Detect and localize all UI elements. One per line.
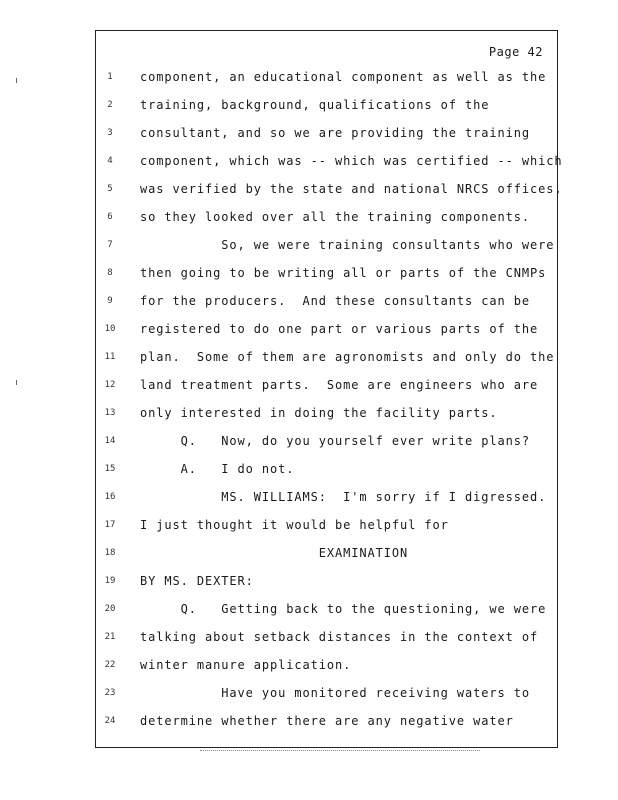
- line-text: So, we were training consultants who were: [140, 238, 555, 252]
- transcript-line: [96, 291, 557, 311]
- transcript-line: [96, 487, 557, 507]
- line-text: registered to do one part or various parts of the: [140, 322, 539, 336]
- line-number: 9: [107, 296, 113, 306]
- transcript-line: [96, 599, 557, 619]
- line-text: Q. Getting back to the questioning, we were: [140, 602, 547, 616]
- line-number: 16: [104, 492, 116, 502]
- line-text: component, an educational component as well as the: [140, 70, 547, 84]
- margin-mark: [16, 78, 17, 83]
- transcript-line: [96, 67, 557, 87]
- line-number: 4: [107, 156, 113, 166]
- line-number: 6: [107, 212, 113, 222]
- line-number: 12: [104, 380, 116, 390]
- transcript-line: [96, 207, 557, 227]
- transcript-line: [96, 431, 557, 451]
- transcript-line: [96, 683, 557, 703]
- line-text: was verified by the state and national NRCS offices,: [140, 182, 563, 196]
- line-text: component, which was -- which was certified -- which: [140, 154, 563, 168]
- line-number: 19: [104, 576, 116, 586]
- line-number: 1: [107, 72, 113, 82]
- line-text: only interested in doing the facility parts.: [140, 406, 498, 420]
- transcript-line: [96, 151, 563, 171]
- line-text: land treatment parts. Some are engineers who are: [140, 378, 539, 392]
- transcript-line: [96, 319, 557, 339]
- line-number: 7: [107, 240, 113, 250]
- line-number: 24: [104, 716, 116, 726]
- line-number: 10: [104, 324, 116, 334]
- transcript-line: [96, 375, 557, 395]
- line-text: I just thought it would be helpful for: [140, 518, 449, 532]
- line-text: A. I do not.: [140, 462, 295, 476]
- transcript-line: [96, 235, 557, 255]
- line-text: MS. WILLIAMS: I'm sorry if I digressed.: [140, 490, 547, 504]
- line-text: consultant, and so we are providing the training: [140, 126, 530, 140]
- line-number: 15: [104, 464, 116, 474]
- line-text: winter manure application.: [140, 658, 352, 672]
- line-text: BY MS. DEXTER:: [140, 574, 254, 588]
- line-text: for the producers. And these consultants can be: [140, 294, 530, 308]
- line-number: 17: [104, 520, 116, 530]
- transcript-line: [96, 543, 557, 563]
- line-text: so they looked over all the training components.: [140, 210, 530, 224]
- transcript-line: [96, 459, 557, 479]
- line-text: Q. Now, do you yourself ever write plans?: [140, 434, 530, 448]
- line-number: 13: [104, 408, 116, 418]
- line-number: 11: [104, 352, 116, 362]
- transcript-line: [96, 95, 557, 115]
- transcript-line: [96, 263, 557, 283]
- transcript-line: [96, 179, 563, 199]
- line-number: 23: [104, 688, 116, 698]
- line-number: 2: [107, 100, 113, 110]
- line-number: 3: [107, 128, 113, 138]
- line-number: 8: [107, 268, 113, 278]
- transcript-line: [96, 571, 557, 591]
- line-number: 20: [104, 604, 116, 614]
- line-text: determine whether there are any negative water: [140, 714, 514, 728]
- margin-mark: [16, 380, 17, 385]
- line-number: 22: [104, 660, 116, 670]
- transcript-line: [96, 711, 557, 731]
- page-number: Page 42: [488, 45, 543, 59]
- transcript-line: [96, 627, 557, 647]
- transcript-line: [96, 655, 557, 675]
- line-text: plan. Some of them are agronomists and only do the: [140, 350, 555, 364]
- line-text: Have you monitored receiving waters to: [140, 686, 530, 700]
- line-number: 5: [107, 184, 113, 194]
- line-text: talking about setback distances in the context of: [140, 630, 539, 644]
- transcript-line: [96, 123, 557, 143]
- transcript-line: [96, 403, 557, 423]
- transcript-line: [96, 347, 557, 367]
- line-text: training, background, qualifications of the: [140, 98, 490, 112]
- line-number: 21: [104, 632, 116, 642]
- line-number: 14: [104, 436, 116, 446]
- transcript-page: [95, 30, 563, 748]
- scan-artifact-line: [200, 750, 480, 751]
- line-number: 18: [104, 548, 116, 558]
- transcript-line: [96, 515, 557, 535]
- line-text: EXAMINATION: [140, 546, 409, 560]
- line-text: then going to be writing all or parts of the CNMPs: [140, 266, 547, 280]
